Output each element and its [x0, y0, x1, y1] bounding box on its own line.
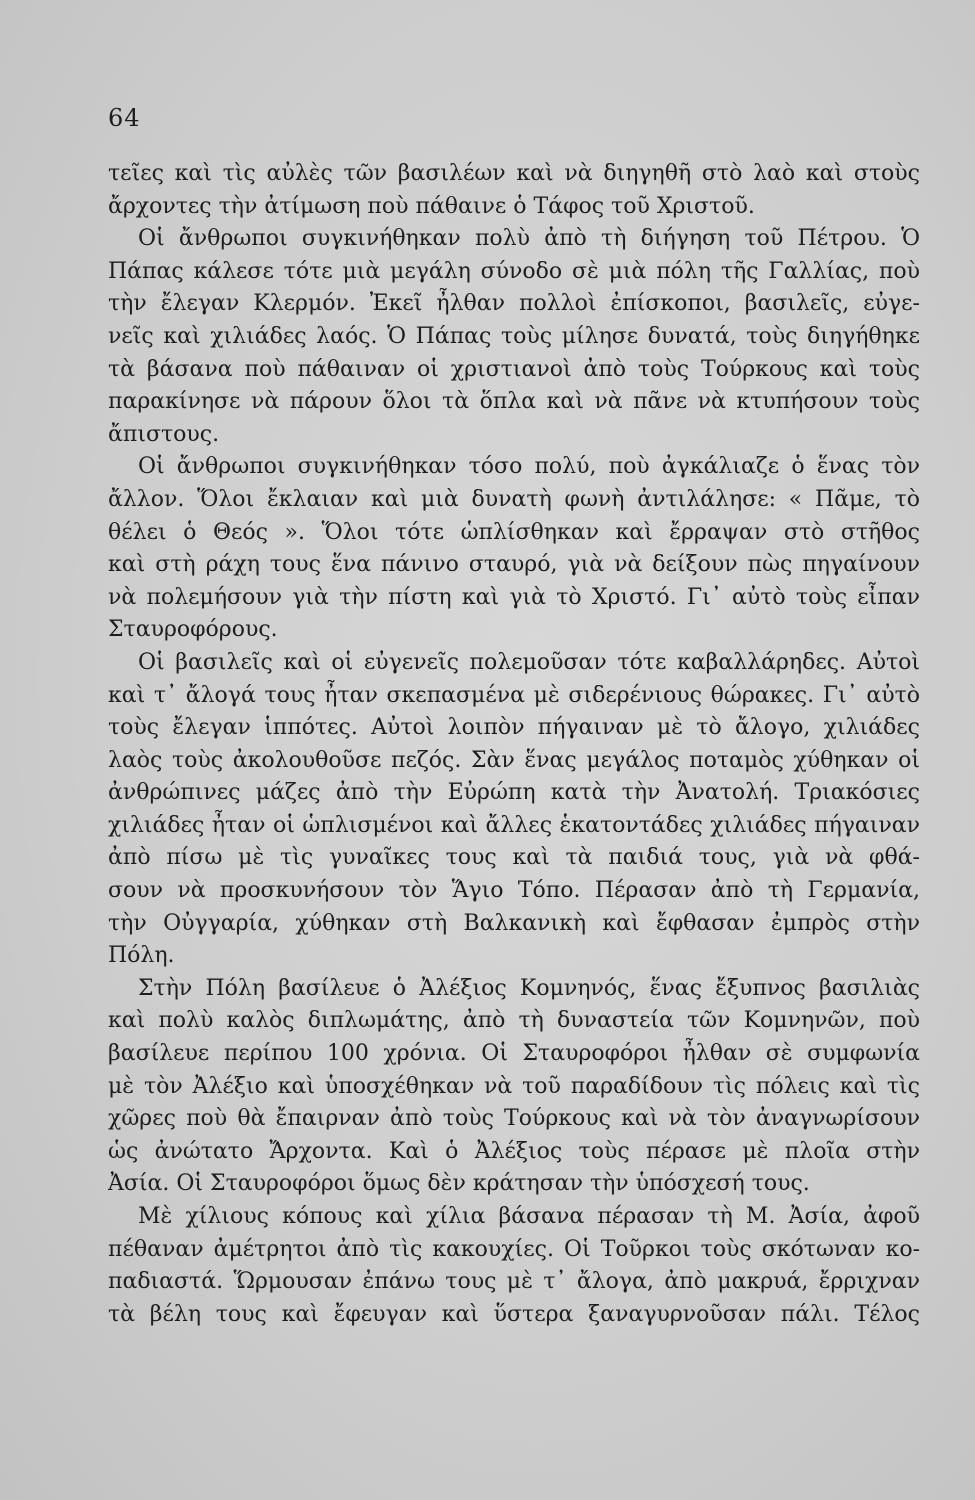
- text-line: Πάπας κάλεσε τότε μιὰ μεγάλη σύνοδο σὲ μιὰ πόλη τῆς Γαλλίας, ποὺ: [108, 258, 920, 284]
- text-line: χῶρες ποὺ θὰ ἔπαιρναν ἀπὸ τοὺς Τούρκους καὶ νὰ τὸν ἀναγνωρίσουν: [108, 1106, 920, 1132]
- text-line: καὶ πολὺ καλὸς διπλωμάτης, ἀπὸ τὴ δυναστεία τῶν Κομνηνῶν, ποὺ: [108, 1008, 920, 1034]
- text-line: τὰ βέλη τους καὶ ἔφευγαν καὶ ὕστερα ξαναγυρνοῦσαν πάλι. Τέλος: [108, 1301, 920, 1327]
- text-line: τὰ βάσανα ποὺ πάθαιναν οἱ χριστιανοὶ ἀπὸ τοὺς Τούρκους καὶ τοὺς: [108, 356, 920, 382]
- text-line: Ἀσία. Οἱ Σταυροφόροι ὅμως δὲν κράτησαν τὴν ὑπόσχεσή τους.: [108, 1171, 810, 1197]
- page-number: 64: [108, 104, 141, 132]
- text-line: χιλιάδες ἦταν οἱ ὡπλισμένοι καὶ ἄλλες ἑκατοντάδες χιλιάδες πήγαιναν: [108, 812, 920, 838]
- text-line: καὶ στὴ ράχη τους ἕνα πάνινο σταυρό, γιὰ νὰ δείξουν πὼς πηγαίνουν: [108, 552, 920, 578]
- text-line: τὴν Οὐγγαρία, χύθηκαν στὴ Βαλκανικὴ καὶ ἔφθασαν ἐμπρὸς στὴν: [108, 910, 920, 936]
- text-line: Μὲ χίλιους κόπους καὶ χίλια βάσανα πέρασαν τὴ Μ. Ἀσία, ἀφοῦ: [138, 1204, 920, 1229]
- text-line: τὴν ἔλεγαν Κλερμόν. Ἐκεῖ ἦλθαν πολλοὶ ἐπίσκοποι, βασιλεῖς, εὐγε-: [108, 291, 920, 317]
- text-line: νὰ πολεμήσουν γιὰ τὴν πίστη καὶ γιὰ τὸ Χριστό. Γι᾿ αὐτὸ τοὺς εἶπαν: [108, 584, 920, 610]
- text-line: βασίλευε περίπου 100 χρόνια. Οἱ Σταυροφόροι ἦλθαν σὲ συμφωνία: [108, 1041, 920, 1067]
- text-line: Οἱ βασιλεῖς καὶ οἱ εὐγενεῖς πολεμοῦσαν τότε καβαλλάρηδες. Αὐτοὶ: [138, 649, 920, 675]
- text-line: ἄπιστους.: [108, 421, 220, 447]
- text-line: νεῖς καὶ χιλιάδες λαός. Ὁ Πάπας τοὺς μίλησε δυνατά, τοὺς διηγήθηκε: [108, 323, 920, 349]
- text-line: παρακίνησε νὰ πάρουν ὅλοι τὰ ὅπλα καὶ νὰ πᾶνε νὰ κτυπήσουν τοὺς: [108, 389, 920, 415]
- text-line: ἄρχοντες τὴν ἀτίμωση ποὺ πάθαινε ὁ Τάφος τοῦ Χριστοῦ.: [108, 193, 755, 219]
- text-line: ὡς ἀνώτατο Ἄρχοντα. Καὶ ὁ Ἀλέξιος τοὺς πέρασε μὲ πλοῖα στὴν: [108, 1138, 920, 1164]
- text-line: ἀνθρώπινες μάζες ἀπὸ τὴν Εὐρώπη κατὰ τὴν Ἀνατολή. Τριακόσιες: [108, 780, 920, 806]
- text-line: Σταυροφόρους.: [108, 617, 278, 643]
- text-line: Οἱ ἄνθρωποι συγκινήθηκαν πολὺ ἀπὸ τὴ διήγηση τοῦ Πέτρου. Ὁ: [138, 226, 920, 252]
- text-line: πέθαναν ἀμέτρητοι ἀπὸ τὶς κακουχίες. Οἱ Τοῦρκοι τοὺς σκότωναν κο-: [108, 1236, 920, 1262]
- text-line: ἀπὸ πίσω μὲ τὶς γυναῖκες τους καὶ τὰ παιδιά τους, γιὰ νὰ φθά-: [108, 845, 920, 871]
- text-line: Οἱ ἄνθρωποι συγκινήθηκαν τόσο πολύ, ποὺ ἀγκάλιαζε ὁ ἕνας τὸν: [138, 454, 920, 480]
- text-line: θέλει ὁ Θεός ». Ὅλοι τότε ὡπλίσθηκαν καὶ ἔρραψαν στὸ στῆθος: [108, 519, 920, 545]
- body-text: [108, 158, 920, 1331]
- text-line: σουν νὰ προσκυνήσουν τὸν Ἅγιο Τόπο. Πέρασαν ἀπὸ τὴ Γερμανία,: [108, 878, 920, 904]
- text-line: καὶ τ᾿ ἄλογά τους ἦταν σκεπασμένα μὲ σιδερένιους θώρακες. Γι᾿ αὐτὸ: [108, 682, 920, 708]
- text-line: Πόλη.: [108, 943, 175, 969]
- text-line: παδιαστά. Ὥρμουσαν ἐπάνω τους μὲ τ᾿ ἄλογα, ἀπὸ μακρυά, ἔρριχναν: [108, 1269, 920, 1295]
- text-line: τεῖες καὶ τὶς αὐλὲς τῶν βασιλέων καὶ νὰ διηγηθῆ στὸ λαὸ καὶ στοὺς: [108, 161, 920, 186]
- text-line: λαὸς τοὺς ἀκολουθοῦσε πεζός. Σὰν ἕνας μεγάλος ποταμὸς χύθηκαν οἱ: [108, 747, 920, 773]
- text-line: Στὴν Πόλη βασίλευε ὁ Ἀλέξιος Κομνηνός, ἕνας ἔξυπνος βασιλιὰς: [138, 975, 920, 1001]
- text-line: μὲ τὸν Ἀλέξιο καὶ ὑποσχέθηκαν νὰ τοῦ παραδίδουν τὶς πόλεις καὶ τὶς: [108, 1073, 920, 1099]
- text-line: τοὺς ἔλεγαν ἱππότες. Αὐτοὶ λοιπὸν πήγαιναν μὲ τὸ ἄλογο, χιλιάδες: [108, 715, 920, 741]
- text-line: ἄλλον. Ὅλοι ἔκλαιαν καὶ μιὰ δυνατὴ φωνὴ ἀντιλάλησε: « Πᾶμε, τὸ: [108, 486, 920, 512]
